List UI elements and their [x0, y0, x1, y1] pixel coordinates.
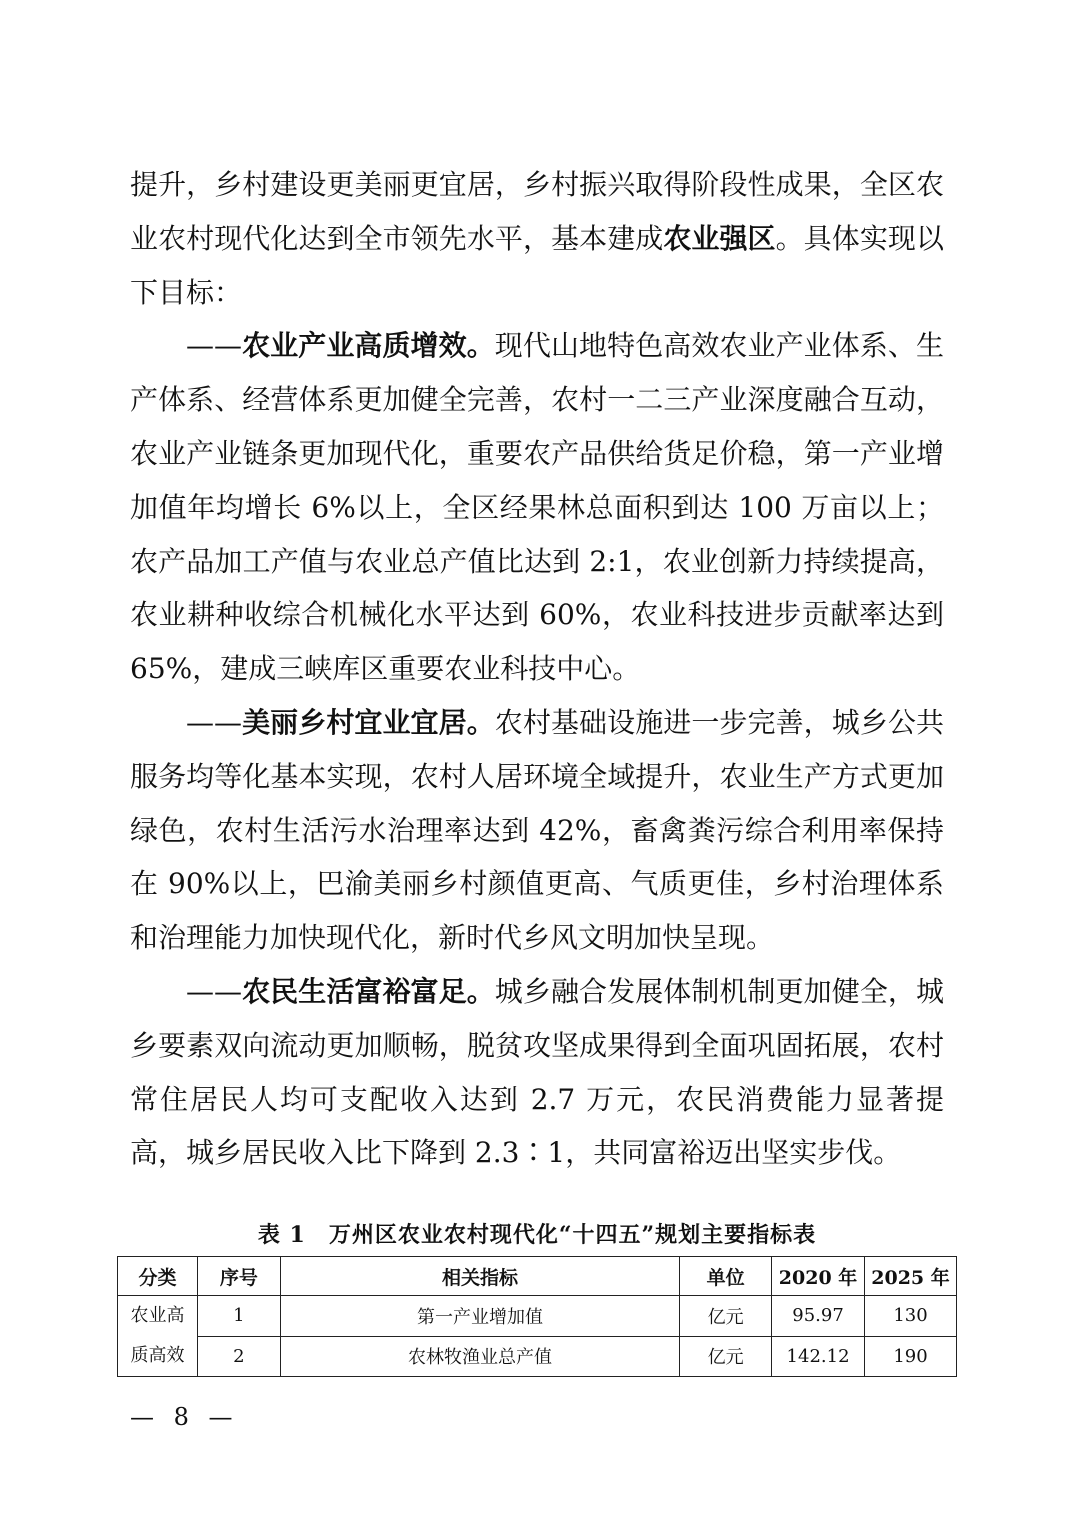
category-cell [118, 1296, 198, 1377]
goal-heading: 美丽乡村宜业宜居。 [242, 705, 495, 739]
dash: —— [186, 705, 242, 739]
paragraph-goal-1 [130, 319, 944, 696]
header-2020: 2020 年 [772, 1257, 865, 1296]
dash: —— [186, 974, 242, 1008]
row-2020: 95.97 [772, 1296, 865, 1337]
table-row [118, 1336, 957, 1377]
intro-bold-phrase: 农业强区 [663, 221, 776, 255]
goal-text: 农村基础设施进一步完善，城乡公共服务均等化基本实现，农村人居环境全域提升，农业生产方式更加绿色，农村生活污水治理率达到 42%，畜禽粪污综合利用率保持在 90%以上，巴渝美丽乡村颜值更高、气质更佳，乡村治理体系和治理能力加快现代化，新时代乡风文明加快呈现。 [130, 705, 944, 955]
header-unit: 单位 [680, 1257, 772, 1296]
page-number: — 8 — [130, 1403, 239, 1431]
row-unit: 亿元 [680, 1336, 772, 1377]
table-title: 表 1 万州区农业农村现代化“十四五”规划主要指标表 [257, 1222, 817, 1248]
body-text [130, 158, 944, 1180]
row-2025: 190 [865, 1336, 957, 1377]
row-2020: 142.12 [772, 1336, 865, 1377]
indicator-table [117, 1256, 957, 1377]
header-category: 分类 [118, 1257, 198, 1296]
goal-heading: 农民生活富裕富足。 [242, 974, 495, 1008]
category-line: 质高效 [130, 1345, 185, 1366]
table-header-row [118, 1257, 957, 1296]
header-number: 序号 [197, 1257, 280, 1296]
intro-text: 提升，乡村建设更美丽更宜居，乡村振兴取得阶段性成果，全区农业农村现代化达到全市领先水平，基本建成 [130, 168, 944, 255]
goal-text: 现代山地特色高效农业产业体系、生产体系、经营体系更加健全完善，农村一二三产业深度融合互动，农业产业链条更加现代化，重要农产品供给货足价稳，第一产业增加值年均增长 6%以上，全区经果林总面积到达 100 万亩以上；农产品加工产值与农业总产值比达到 2:1，农业创新力持续提高，农业耕种收综合机械化水平达到 60%，农业科技进步贡献率达到 65%，建成三峡库区重要农业科技中心。 [130, 329, 944, 686]
intro-text-end: 。具体实现以下目标： [130, 221, 944, 309]
paragraph-intro [130, 158, 944, 319]
row-number: 1 [197, 1296, 280, 1337]
goal-heading: 农业产业高质增效。 [242, 329, 495, 363]
row-2025: 130 [865, 1296, 957, 1337]
row-number: 2 [197, 1336, 280, 1377]
category-line: 农业高 [130, 1305, 185, 1326]
header-2025: 2025 年 [865, 1257, 957, 1296]
row-unit: 亿元 [680, 1296, 772, 1337]
dash: —— [186, 329, 242, 363]
paragraph-goal-3 [130, 965, 944, 1180]
row-indicator: 农林牧渔业总产值 [280, 1336, 679, 1377]
paragraph-goal-2 [130, 696, 944, 965]
goal-text: 城乡融合发展体制机制更加健全，城乡要素双向流动更加顺畅，脱贫攻坚成果得到全面巩固拓展，农村常住居民人均可支配收入达到 2.7 万元，农民消费能力显著提高，城乡居民收入比下降到 2.3∶1，共同富裕迈出坚实步伐。 [130, 974, 944, 1170]
row-indicator: 第一产业增加值 [280, 1296, 679, 1337]
table-row [118, 1296, 957, 1337]
header-indicator: 相关指标 [280, 1257, 679, 1296]
